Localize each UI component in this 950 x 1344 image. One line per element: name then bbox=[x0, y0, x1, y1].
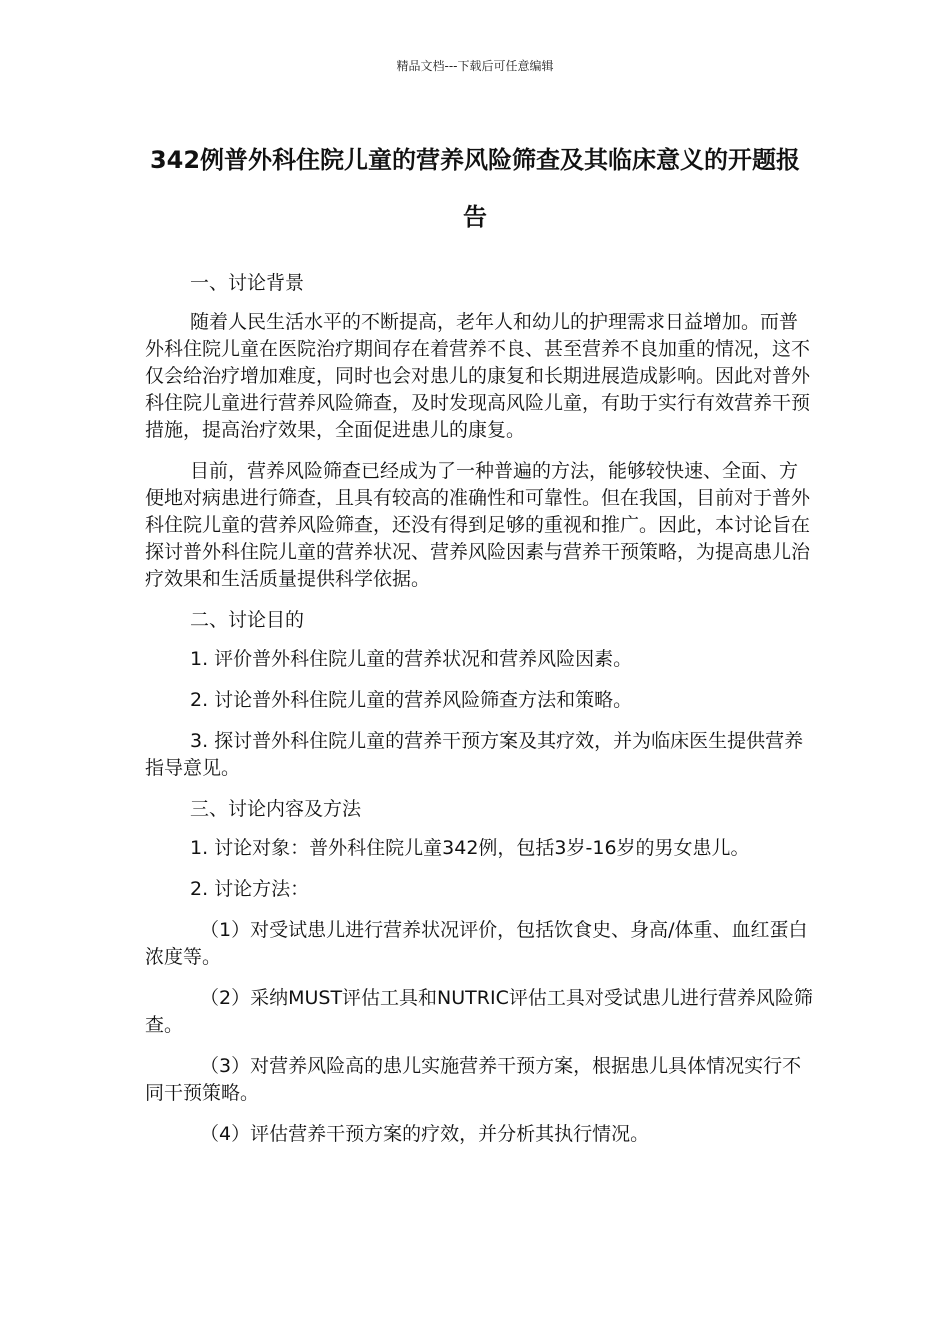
section-heading-background: 一、讨论背景 bbox=[190, 272, 305, 294]
methods-item-1: 1. 讨论对象：普外科住院儿童342例，包括3岁-16岁的男女患儿。 bbox=[190, 837, 750, 859]
purpose-item-2: 2. 讨论普外科住院儿童的营养风险筛查方法和策略。 bbox=[190, 689, 633, 711]
paragraph-background-1: 随着人民生活水平的不断提高，老年人和幼儿的护理需求日益增加。而普外科住院儿童在医院治疗期间存在着营养不良、甚至营养不良加重的情况，这不仅会给治疗增加难度，同时也会对患儿的康复和长期进展造成影响。因此对普外科住院儿童进行营养风险筛查，及时发现高风险儿童，有助于实行有效营养干预措施，提高治疗效果，全面促进患儿的康复。 bbox=[145, 311, 811, 441]
methods-subitem-4: （4）评估营养干预方案的疗效，并分析其执行情况。 bbox=[200, 1123, 650, 1145]
methods-subitem-1: （1）对受试患儿进行营养状况评价，包括饮食史、身高/体重、血红蛋白浓度等。 bbox=[145, 919, 808, 968]
section-heading-purpose: 二、讨论目的 bbox=[190, 609, 305, 631]
document-body bbox=[145, 270, 813, 1162]
purpose-item-1: 1. 评价普外科住院儿童的营养状况和营养风险因素。 bbox=[190, 648, 633, 670]
paragraph-background-2: 目前，营养风险筛查已经成为了一种普遍的方法，能够较快速、全面、方便地对病患进行筛查，且具有较高的准确性和可靠性。但在我国，目前对于普外科住院儿童的营养风险筛查，还没有得到足够的重视和推广。因此，本讨论旨在探讨普外科住院儿童的营养状况、营养风险因素与营养干预策略，为提高患儿治疗效果和生活质量提供科学依据。 bbox=[145, 460, 811, 590]
page-header: 精品文档---下载后可任意编辑 bbox=[396, 59, 554, 73]
methods-item-2: 2. 讨论方法： bbox=[190, 878, 310, 900]
methods-subitem-3: （3）对营养风险高的患儿实施营养干预方案，根据患儿具体情况实行不同干预策略。 bbox=[145, 1055, 802, 1104]
document-title: 342例普外科住院儿童的营养风险筛查及其临床意义的开题报告 bbox=[149, 146, 801, 231]
purpose-item-3: 3. 探讨普外科住院儿童的营养干预方案及其疗效，并为临床医生提供营养指导意见。 bbox=[145, 730, 804, 779]
methods-subitem-2: （2）采纳MUST评估工具和NUTRIC评估工具对受试患儿进行营养风险筛查。 bbox=[145, 987, 813, 1036]
section-heading-methods: 三、讨论内容及方法 bbox=[190, 798, 362, 820]
